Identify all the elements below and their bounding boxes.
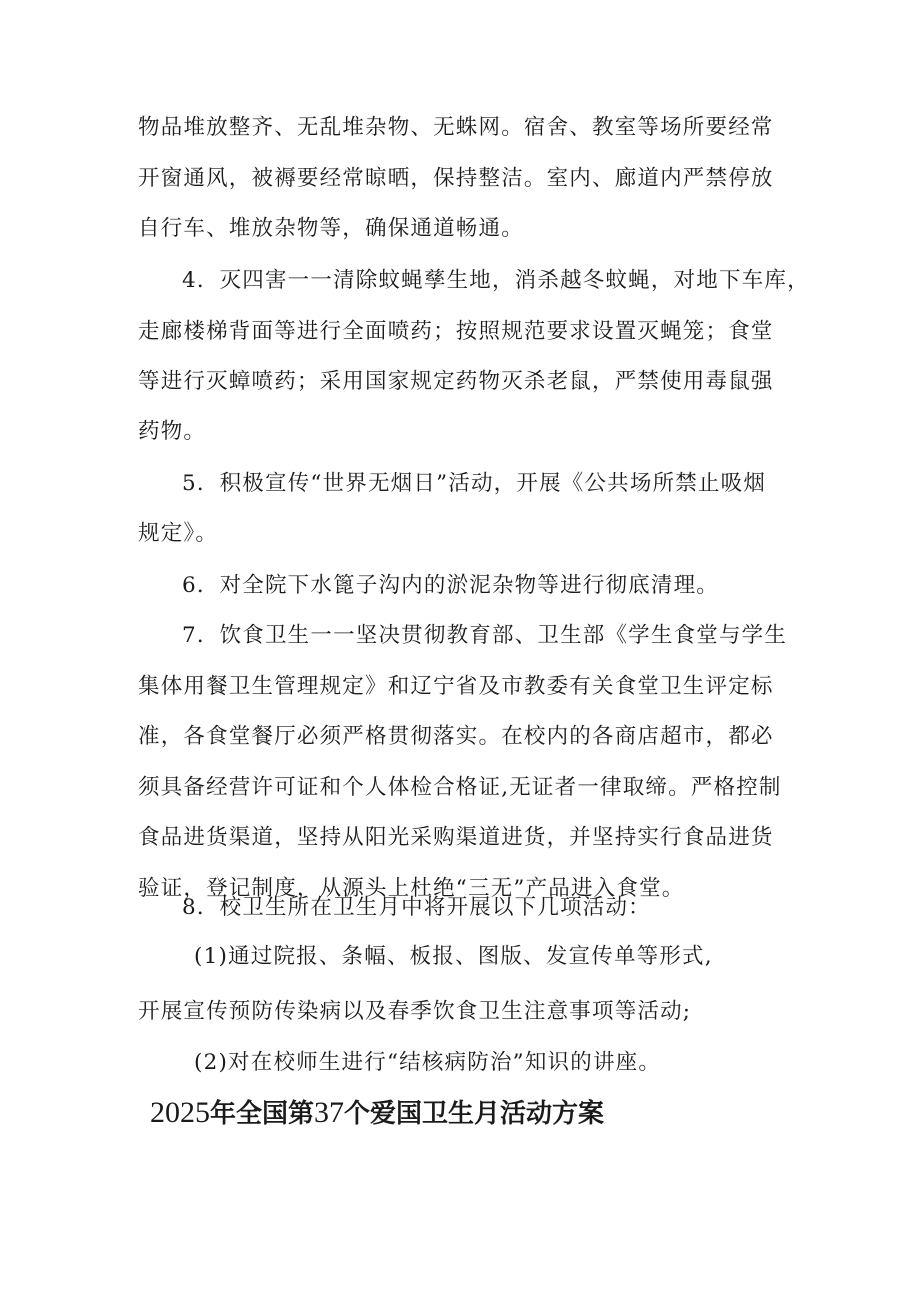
paragraph-line: 须具备经营许可证和个人体检合格证,无证者一律取缔。严格控制	[138, 775, 782, 800]
paragraph-line: 规定》。	[138, 521, 219, 546]
paragraph-line: 7．饮食卫生一一坚决贯彻教育部、卫生部《学生食堂与学生	[182, 623, 788, 648]
paragraph-line: 6．对全院下水篦子沟内的淤泥杂物等进行彻底清理。	[182, 573, 719, 598]
paragraph-line: 8．校卫生所在卫生月中将开展以下几项活动：	[182, 895, 651, 920]
paragraph-line: 自行车、堆放杂物等，确保通道畅通。	[138, 216, 524, 241]
paragraph-line: 食品进货渠道，坚持从阳光采购渠道进货，并坚持实行食品进货	[138, 825, 774, 850]
paragraph-line: 药物。	[138, 419, 207, 444]
paragraph-line: 等进行灭蟑喷药；采用国家规定药物灭杀老鼠，严禁使用毒鼠强	[138, 369, 774, 394]
paragraph-line: 4．灭四害一一清除蚊蝇孳生地，消杀越冬蚊蝇，对地下车库，	[182, 268, 810, 293]
paragraph-line: 5．积极宣传“世界无烟日”活动，开展《公共场所禁止吸烟	[182, 471, 767, 496]
paragraph-line: 准，各食堂餐厅必须严格贯彻落实。在校内的各商店超市，都必	[138, 724, 774, 749]
paragraph-line: 开展宣传预防传染病以及春季饮食卫生注意事项等活动;	[138, 999, 692, 1024]
paragraph-line: 走廊楼梯背面等进行全面喷药；按照规范要求设置灭蝇笼；食堂	[138, 319, 774, 344]
paragraph-line: 开窗通风，被褥要经常晾晒，保持整洁。室内、廊道内严禁停放	[138, 166, 774, 191]
paragraph-line: 物品堆放整齐、无乱堆杂物、无蛛网。宿舍、教室等场所要经常	[138, 115, 774, 140]
heading-year: 2025	[150, 1096, 210, 1129]
paragraph-line: (1)通过院报、条幅、板报、图版、发宣传单等形式,	[194, 944, 713, 969]
paragraph-line: (2)对在校师生进行“结核病防治”知识的讲座。	[194, 1050, 662, 1075]
paragraph-line: 集体用餐卫生管理规定》和辽宁省及市教委有关食堂卫生评定标	[138, 674, 774, 699]
section-heading	[150, 1096, 604, 1131]
paragraph-line: 验证，登记制度，从源头上杜绝“三无”产品进入食堂。	[138, 876, 685, 901]
heading-text-part2: 个爱国卫生月活动方案	[344, 1099, 605, 1129]
heading-text-part1: 年全国第	[210, 1099, 315, 1129]
heading-number: 37	[314, 1096, 345, 1129]
